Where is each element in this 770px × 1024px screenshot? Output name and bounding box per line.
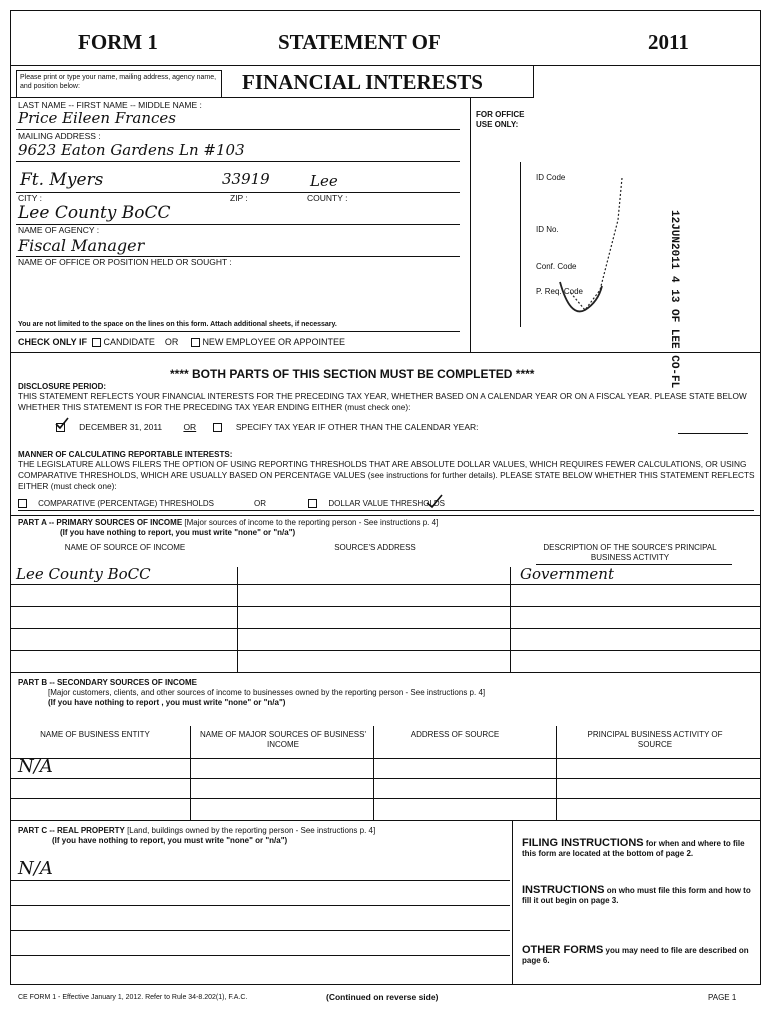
check-only-label: CHECK ONLY IF	[18, 337, 88, 347]
part-b-col1: NAME OF BUSINESS ENTITY	[40, 730, 150, 739]
part-c-row3-line	[10, 930, 510, 931]
dec31-check-mark	[54, 416, 70, 430]
comparative-checkbox[interactable]	[18, 499, 27, 508]
id-code-label: ID Code	[536, 173, 566, 182]
office-divider	[470, 97, 471, 352]
threshold-line	[18, 510, 754, 511]
period-title: DISCLOSURE PERIOD:	[18, 382, 107, 391]
part-a-col2: SOURCE'S ADDRESS	[334, 543, 416, 552]
space-line	[16, 331, 460, 332]
part-b-col2: NAME OF MAJOR SOURCES OF BUSINESS' INCOME	[200, 730, 366, 749]
p-req-code-label: P. Req. Code	[536, 287, 583, 296]
specify-checkbox[interactable]	[213, 423, 222, 432]
footer-center: (Continued on reverse side)	[326, 992, 439, 1002]
part-b-vdiv2	[373, 726, 374, 820]
part-b-col4: PRINCIPAL BUSINESS ACTIVITY OF SOURCE	[587, 730, 723, 749]
zip-label: ZIP :	[230, 193, 248, 203]
instr-big: INSTRUCTIONS	[522, 884, 605, 896]
signature-mark	[540, 170, 640, 320]
comparative-label: COMPARATIVE (PERCENTAGE) THRESHOLDS	[38, 499, 214, 508]
part-b-row1-name[interactable]: N/A	[18, 756, 53, 777]
part-b-col3: ADDRESS OF SOURCE	[410, 730, 500, 739]
who-must-file	[522, 885, 756, 906]
city-value[interactable]: Ft. Myers	[20, 170, 104, 190]
part-a-row1	[10, 584, 761, 585]
filing-instructions	[522, 838, 756, 859]
part-c-row2-line	[10, 905, 510, 906]
part-b-sub: (If you have nothing to report , you must write "none" or "n/a")	[48, 698, 286, 707]
part-a-sub: (If you have nothing to report, you must write "none" or "n/a")	[60, 528, 296, 537]
instr-rest: on who must file this form and how to fill it out begin on page 3.	[522, 886, 751, 905]
position-label: NAME OF OFFICE OR POSITION HELD OR SOUGHT :	[18, 257, 232, 267]
period-or: OR	[183, 422, 197, 432]
part-b-vdiv1	[190, 726, 191, 820]
new-employee-checkbox[interactable]	[191, 338, 200, 347]
check-or: OR	[164, 337, 179, 347]
agency-value[interactable]: Lee County BoCC	[18, 203, 171, 223]
part-c-note: [Land, buildings owned by the reporting person - See instructions p. 4]	[127, 826, 376, 835]
header-divider	[10, 65, 761, 66]
part-a-col3: DESCRIPTION OF THE SOURCE'S PRINCIPAL BUSINESS ACTIVITY	[543, 543, 717, 562]
part-a-heading	[18, 518, 438, 527]
part-c-row4-line	[10, 955, 510, 956]
part-a-top	[10, 515, 761, 516]
part-a-col1: NAME OF SOURCE OF INCOME	[64, 543, 186, 552]
candidate-checkbox[interactable]	[92, 338, 101, 347]
part-b-title: PART B -- SECONDARY SOURCES OF INCOME	[18, 678, 197, 687]
form-year: 2011	[648, 30, 689, 54]
manner-text: THE LEGISLATURE ALLOWS FILERS THE OPTION OF USING REPORTING THRESHOLDS THAT ARE ABSOLUTE DOLLAR VALUES, WHICH REQUIRES FEWER CALCULATIONS, OR USING COMPARATIVE THRESHOLDS, WHICH ARE USUALLY BASED ON PERCENTAGE VALUES (see instructions for further details). PLEASE STATE BELOW WHETHER THIS STATEMENT REFLECTS EITHER (must check one):	[18, 459, 755, 491]
county-value[interactable]: Lee	[310, 172, 338, 190]
specify-label: SPECIFY TAX YEAR IF OTHER THAN THE CALENDAR YEAR:	[235, 422, 479, 432]
title-divider	[10, 97, 534, 98]
part-a-row1-name[interactable]: Lee County BoCC	[16, 565, 151, 583]
part-b-row3	[10, 798, 761, 799]
part-b-row2	[10, 778, 761, 779]
part-c-row1-line	[10, 880, 510, 881]
other-big: OTHER FORMS	[522, 944, 604, 956]
space-note: You are not limited to the space on the lines on this form. Attach additional sheets, if necessary.	[18, 321, 337, 328]
county-label: COUNTY :	[307, 193, 348, 203]
part-a-note: [Major sources of income to the reporting person - See instructions p. 4]	[184, 518, 439, 527]
title-line2: FINANCIAL INTERESTS	[242, 70, 483, 94]
office-use-title: FOR OFFICE USE ONLY:	[476, 110, 525, 129]
name-value[interactable]: Price Eileen Frances	[18, 109, 176, 127]
period-text: THIS STATEMENT REFLECTS YOUR FINANCIAL INTERESTS FOR THE PRECEDING TAX YEAR, WHETHER BASED ON A CALENDAR YEAR OR ON A FISCAL YEAR. PLEASE STATE BELOW WHETHER THIS STATEMENT IS FOR THE PRECEDING TAX YEAR ENDING EITHER (must check one):	[18, 391, 747, 412]
period-choice-row	[56, 422, 479, 432]
disclosure-banner: **** BOTH PARTS OF THIS SECTION MUST BE COMPLETED ****	[170, 367, 535, 381]
part-b-note: [Major customers, clients, and other sources of income to businesses owned by the reporting person - See instructions p. 4]	[48, 688, 486, 697]
check-only-row	[18, 337, 345, 347]
conf-code-label: Conf. Code	[536, 262, 577, 271]
part-a-title: PART A -- PRIMARY SOURCES OF INCOME	[18, 518, 183, 527]
threshold-choice-row	[18, 499, 445, 508]
manner-title: MANNER OF CALCULATING REPORTABLE INTERESTS:	[18, 450, 233, 459]
part-a-row4	[10, 650, 761, 651]
part-a-row2	[10, 606, 761, 607]
position-value[interactable]: Fiscal Manager	[18, 236, 145, 255]
disclosure-top	[10, 352, 761, 353]
dollar-checkbox[interactable]	[308, 499, 317, 508]
mailing-line	[16, 161, 460, 162]
part-c-heading	[18, 826, 375, 835]
part-c-sub: (If you have nothing to report, you must write "none" or "n/a")	[52, 836, 288, 845]
part-c-title: PART C -- REAL PROPERTY	[18, 826, 125, 835]
received-stamp: 12JUN2011 4 13 OF LEE CO-FL	[668, 210, 680, 389]
dollar-check-mark	[424, 494, 444, 510]
footer-left: CE FORM 1 - Effective January 1, 2012. Refer to Rule 34-8.202(1), F.A.C.	[18, 994, 248, 1001]
part-b-bottom	[10, 820, 761, 821]
title-box-right	[533, 65, 534, 97]
part-a-bottom	[10, 672, 761, 673]
new-employee-label: NEW EMPLOYEE OR APPOINTEE	[202, 337, 345, 347]
filing-rest: for when and where to file this form are located at the bottom of page 2.	[522, 839, 745, 858]
mailing-label: MAILING ADDRESS :	[18, 131, 101, 141]
other-rest: you may need to file are described on page 6.	[522, 946, 749, 965]
footer-right: PAGE 1	[708, 993, 737, 1002]
name-line	[16, 129, 460, 130]
dollar-label: DOLLAR VALUE THRESHOLDS	[328, 499, 446, 508]
part-c-vdiv	[512, 820, 513, 985]
dec31-label: DECEMBER 31, 2011	[79, 422, 163, 432]
zip-value[interactable]: 33919	[222, 170, 270, 188]
print-note-box	[16, 70, 222, 98]
part-b-row1	[10, 758, 761, 759]
specify-line	[678, 433, 748, 434]
part-a-row1-desc[interactable]: Government	[520, 565, 614, 583]
filing-big: FILING INSTRUCTIONS	[522, 837, 644, 849]
part-a-vdiv1	[237, 567, 238, 672]
agency-label: NAME OF AGENCY :	[18, 225, 100, 235]
part-b-vdiv3	[556, 726, 557, 820]
name-label: LAST NAME -- FIRST NAME -- MIDDLE NAME :	[18, 100, 202, 110]
city-label: CITY :	[18, 193, 42, 203]
title-line1: STATEMENT OF	[278, 30, 441, 54]
id-no-label: ID No.	[536, 225, 559, 234]
print-note: Please print or type your name, mailing address, agency name, and position below:	[20, 74, 217, 90]
form-number: FORM 1	[78, 30, 158, 54]
part-a-row3	[10, 628, 761, 629]
other-forms	[522, 945, 756, 966]
candidate-label: CANDIDATE	[103, 337, 155, 347]
threshold-or: OR	[254, 499, 267, 508]
part-c-row1[interactable]: N/A	[18, 858, 53, 879]
part-a-vdiv2	[510, 567, 511, 672]
mailing-value[interactable]: 9623 Eaton Gardens Ln #103	[18, 141, 245, 159]
